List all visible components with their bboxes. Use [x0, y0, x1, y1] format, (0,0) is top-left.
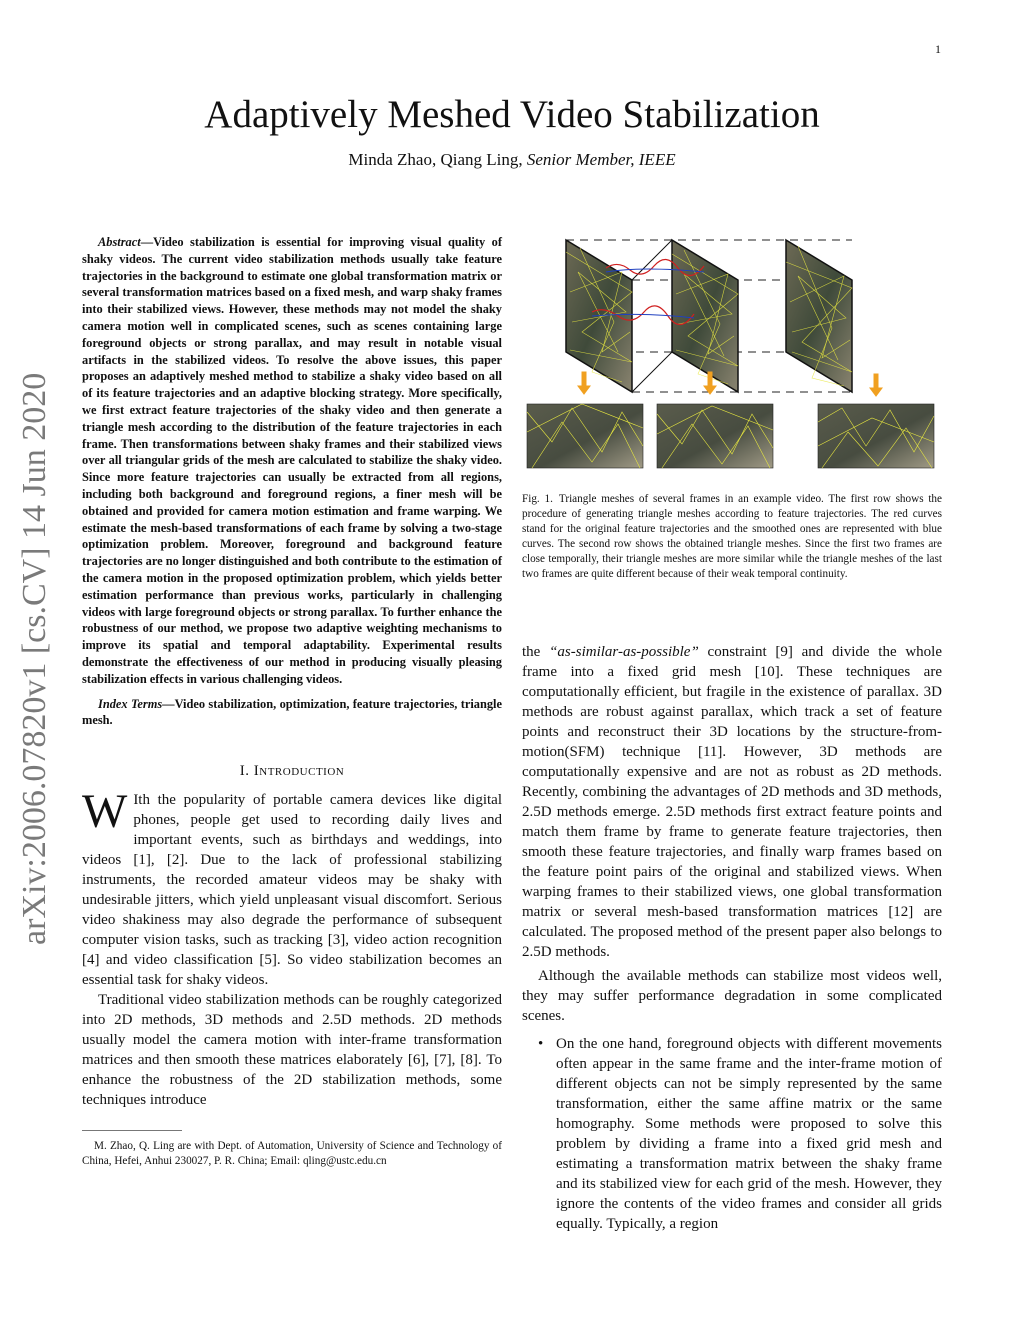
right-column: [522, 642, 942, 1234]
right-paragraph-2: Although the available methods can stabilize most videos well, they may suffer performance degradation in some complicated scenes.: [522, 968, 942, 1024]
down-arrow-icon: [870, 374, 882, 396]
right-paragraph-1-start: the: [522, 644, 550, 660]
left-column: [82, 234, 502, 1169]
figure-label: Fig. 1.: [522, 493, 553, 505]
intro-paragraph-1-text: Ith the popularity of portable camera devices like digital phones, people get used to recording daily lives and important events, such as birthdays and weddings, into videos [1], [2]. Due to the lack of professional stabilizing instruments, the recorded amateur videos may be shaky with undesirable jitters, which yield unpleasant visual discomfort. Serious video shakiness may also degrade the performance of subsequent computer vision tasks, such as tracking [3], video action recognition [4] and video classification [5]. So video stabilization becomes an essential task for shaky videos.: [82, 792, 502, 989]
figure-caption-text: Triangle meshes of several frames in an example video. The first row shows the procedure of generating triangle meshes according to feature trajectories. The red curves stand for the original feature trajectories and the smoothed ones are represented with blue curves. The second row shows the obtained triangle meshes. Since the first two frames are close temporally, their triangle meshes are more similar while the triangle meshes of the last two frames are quite different because of their weak temporal continuity.: [522, 493, 942, 580]
asap-quote: “as-similar-as-possible”: [549, 644, 699, 660]
output-frame-2: [657, 404, 773, 468]
arxiv-stamp[interactable]: arXiv:2006.07820v1 [cs.CV] 14 Jun 2020: [16, 372, 53, 945]
mesh-frame-1: [566, 240, 632, 392]
section-heading-introduction: I. Introduction: [239, 763, 345, 780]
frame-connectors: [632, 240, 672, 392]
abstract-lead: Abstract: [98, 235, 141, 249]
abstract-text: —Video stabilization is essential for improving visual quality of shaky videos. The current video stabilization methods usually take feature trajectories in the background to estimate one global transformation matrix or several transformation matrices based on a fixed mesh, and warp shaky frames into their stabilized views. However, these methods may not model the shaky camera motion well in complicated scenes, such as scenes containing large foreground objects or strong parallax, and may result in notable visual artifacts in the stabilized videos. To resolve the above issues, this paper proposes an adaptively meshed method to stabilize a shaky video based on all of its feature trajectories and an adaptive blocking strategy. More specifically, we first extract feature trajectories of the shaky video and then generate a triangle mesh according to the distribution of the feature trajectories in each frame. Then transformations between shaky frames and their stabilized views over all triangular grids of the mesh are calculated to stabilize the shaky video. Since more feature trajectories can usually be extracted from all regions, including both background and foreground regions, a finer mesh will be obtained and provided for camera motion estimation and frame warping. We estimate the mesh-based transformations of each frame by solving a two-stage optimization problem. Moreover, foreground and background feature trajectories are no longer distinguished and both contribute to the estimation of the camera motion in the proposed optimization problem, which yields better estimation performance than previous works, particularly in challenging videos with large foreground objects or strong parallax. To further enhance the robustness of our method, we propose two adaptive weighting mechanisms to improve its spatial and temporal adaptability. Experimental results demonstrate the effectiveness of our method in producing visually pleasing stabilization effects in various challenging videos.: [82, 235, 502, 686]
index-terms-lead: Index Terms: [98, 696, 163, 711]
right-paragraph-1: [522, 642, 942, 962]
dropcap: W: [82, 790, 128, 839]
index-terms-text: —Video stabilization, optimization, feature trajectories, triangle mesh.: [82, 696, 503, 728]
intro-paragraph-1: [82, 790, 502, 990]
page-number: 1: [935, 42, 941, 56]
mesh-frame-2: [672, 240, 738, 392]
bullet-list: [522, 1034, 942, 1234]
down-arrow-icon: [578, 372, 590, 394]
bullet-icon: •: [538, 1036, 544, 1052]
index-terms: [82, 696, 502, 730]
figure-caption: [522, 492, 942, 582]
footnote: M. Zhao, Q. Ling are with Dept. of Automation, University of Science and Technology of China, Hefei, Anhui 230027, P. R. China; Email: qling@ustc.edu.cn: [82, 1140, 502, 1168]
output-frame-1: [527, 404, 643, 468]
right-paragraph-1-rest: constraint [9] and divide the whole frame into a fixed grid mesh [10]. These techniques are computationally efficient, but fragile in the existence of parallax. 3D methods are robust against parallax, which track a set of feature points and reconstruct their 3D locations by the structure-from-motion(SFM) technique [11]. However, 3D methods are computationally expensive and are not as robust as 2D methods. Recently, combining the advantages of 2D methods and 3D methods, 2.5D methods emerge. 2.5D methods first extract feature points and match them frame by frame to generate feature trajectories, then smooth these feature trajectories, and finally warp frames based on the feature point pairs of the original and stabilized views. When warping frames to their stabilized views, one global transformation matrix or several mesh-based transformation matrices [12] are calculated. The proposed method of the present paper also belongs to 2.5D methods.: [522, 644, 942, 960]
abstract: [82, 234, 502, 688]
paper-title: Adaptively Meshed Video Stabilization: [204, 93, 820, 136]
bullet-1-text: On the one hand, foreground objects with different movements often appear in the same frame and the inter-frame motion of different objects can not be simply represented by the same transformation, either the same affine matrix or the same homography. Some methods were proposed to solve this problem by dividing a frame into a fixed grid mesh and estimating a transformation matrix between the shaky frame and its stabilized view for each grid of the mesh. However, they ignore the contents of the video frames and consider all grids equally. Typically, a region: [556, 1036, 942, 1232]
list-item: [522, 1034, 942, 1234]
figure-1: [522, 232, 942, 482]
mesh-frame-3: [786, 240, 852, 392]
author-role: Senior Member, IEEE: [526, 150, 676, 169]
intro-paragraph-2: Traditional video stabilization methods can be roughly categorized into 2D methods, 3D methods and 2.5D methods. 2D methods usually model the camera motion with inter-frame transformation matrices and then smooth these matrices elaborately [6], [7], [8]. To enhance the robustness of the 2D stabilization methods, some techniques introduce: [82, 992, 502, 1109]
author-names: Minda Zhao, Qiang Ling,: [348, 150, 527, 169]
output-frame-3: [818, 404, 934, 468]
authors: [0, 150, 1024, 170]
